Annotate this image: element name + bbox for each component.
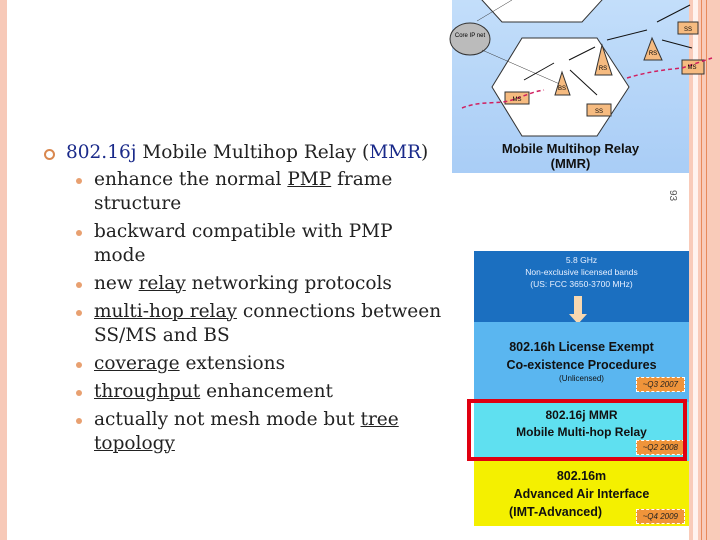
j-subtitle: Mobile Multi-hop Relay: [516, 425, 647, 439]
ss-label: SS: [683, 27, 693, 33]
dot-bullet-icon: [76, 230, 82, 236]
m-subtitle: Advanced Air Interface: [513, 487, 650, 501]
h-date-badge: ~Q3 2007: [636, 377, 685, 392]
term-link[interactable]: multi-hop relay: [94, 300, 237, 322]
bullet-text: actually not mesh mode but: [94, 408, 361, 430]
bullet-text: networking protocols: [185, 272, 392, 294]
page-number: 93: [667, 189, 679, 202]
sub-bullet: [72, 380, 444, 404]
sub-bullet: [72, 220, 444, 268]
band-freq: 5.8 GHz: [565, 255, 598, 265]
figure-caption-sub: (MMR): [550, 156, 591, 171]
bullet-text: new: [94, 272, 139, 294]
m-title: 802.16m: [556, 469, 607, 483]
sub-bullet: [72, 408, 444, 456]
ms-label: MS: [687, 65, 697, 71]
main-bullet: [44, 141, 444, 166]
sub-bullet-list: [44, 168, 444, 456]
bullet-text: Mobile Multihop Relay (: [136, 142, 370, 163]
h-subtitle: Co-existence Procedures: [506, 358, 657, 372]
down-arrow-icon: [574, 296, 582, 316]
m-note: (IMT-Advanced): [509, 505, 603, 519]
h-note: (Unlicensed): [559, 374, 604, 383]
sub-bullet: [72, 168, 444, 216]
dot-bullet-icon: [76, 178, 82, 184]
sub-bullet: [72, 352, 444, 376]
m-date-badge: ~Q4 2009: [636, 509, 685, 524]
h-title: 802.16h License Exempt: [509, 340, 654, 354]
bullet-close: ): [421, 142, 429, 163]
bullet-text: frame structure: [94, 168, 393, 214]
dot-bullet-icon: [76, 390, 82, 396]
mmr-link[interactable]: MMR: [369, 142, 422, 163]
section-802-16m: [474, 461, 689, 526]
j-date-badge: ~Q2 2008: [636, 440, 685, 455]
rs-label: RS: [648, 51, 658, 57]
section-802-16h: [474, 322, 689, 402]
mmr-diagram: [452, 0, 697, 173]
slide-body: [44, 141, 444, 460]
figure-caption: Mobile Multihop Relay: [501, 141, 640, 156]
sub-bullet: [72, 300, 444, 348]
dot-bullet-icon: [76, 418, 82, 424]
ss-label: SS: [594, 109, 604, 115]
right-accent-stripes: [689, 0, 720, 540]
bullet-text: enhancement: [200, 380, 333, 402]
standard-link[interactable]: 802.16j: [66, 142, 137, 163]
term-link[interactable]: PMP: [287, 168, 332, 190]
term-link[interactable]: tree topology: [94, 408, 399, 454]
term-link[interactable]: relay: [138, 272, 186, 294]
bullet-text: extensions: [179, 352, 286, 374]
bullet-text: enhance the normal: [94, 168, 288, 190]
sub-bullet: [72, 272, 444, 296]
bs-label: BS: [557, 86, 567, 92]
standards-diagram: [474, 251, 689, 526]
highlight-box: [467, 399, 687, 461]
bullet-text: connections between SS/MS and BS: [94, 300, 442, 346]
bullet-text: backward compatible with PMP mode: [94, 220, 393, 266]
band-section: [474, 251, 689, 322]
band-desc: Non-exclusive licensed bands: [525, 267, 638, 277]
core-net-label: Core IP net: [454, 33, 486, 39]
j-title: 802.16j MMR: [545, 408, 618, 422]
left-accent-bar: [0, 0, 7, 540]
circle-bullet-icon: [44, 149, 55, 160]
band-range: (US: FCC 3650-3700 MHz): [530, 279, 633, 289]
dot-bullet-icon: [76, 310, 82, 316]
rs-label: RS: [598, 66, 608, 72]
term-link[interactable]: throughput: [94, 380, 201, 402]
dot-bullet-icon: [76, 362, 82, 368]
ms-label: MS: [512, 97, 522, 103]
term-link[interactable]: coverage: [94, 352, 180, 374]
dot-bullet-icon: [76, 282, 82, 288]
